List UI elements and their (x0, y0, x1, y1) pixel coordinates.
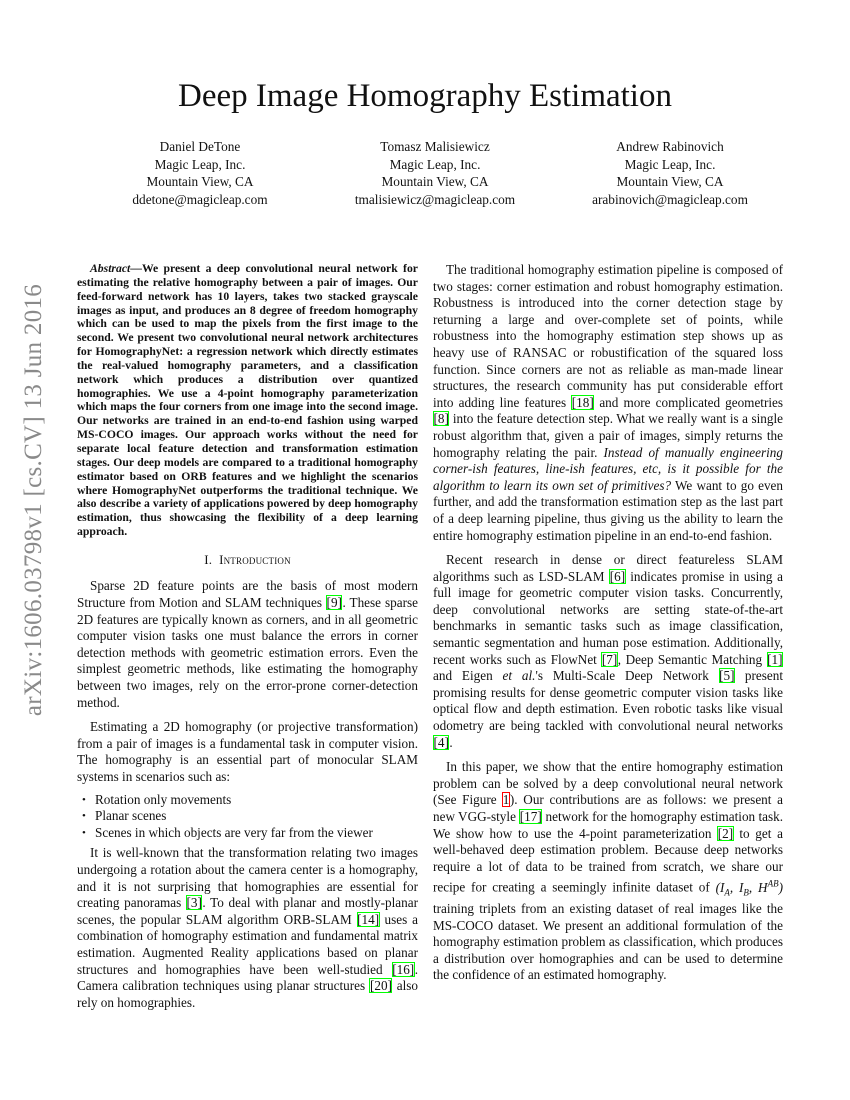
author-block (120, 138, 748, 208)
section-title: Introduction (219, 551, 291, 567)
citation-link[interactable]: [5] (719, 668, 735, 684)
arxiv-stamp (14, 283, 54, 717)
text-run: and more complicated geometries (594, 394, 783, 410)
text-run: . These sparse 2D features are typically known as corners, and in all geometric computer vision tasks one must balance the errors in corner detection methods with geometric estimation errors. Even the simplest geometric methods, like estimating the homography between two images, rely on the error-prone corner-detection method. (77, 595, 418, 710)
math-triplet: ($I_A$, $I_B$, $H^{AB}$) (715, 878, 783, 898)
author-1 (100, 138, 300, 208)
author-email[interactable]: arabinovich@magicleap.com (592, 191, 748, 207)
text-run: 's Multi-Scale Deep Network (535, 668, 719, 684)
citation-link[interactable]: [20] (369, 978, 392, 994)
text-run: ). Our contributions are as follows: we present a new VGG-style (433, 792, 783, 824)
citation-link[interactable]: [6] (609, 568, 626, 584)
text-run: to get a well-behaved deep estimation problem. Because deep networks require a lot of data to be trained from scratch, we share our recipe for creating a seemingly infinite dataset of (433, 825, 783, 895)
text-run: also rely on homographies. (77, 978, 418, 1010)
text-run: . To deal with planar and mostly-planar scenes, the popular SLAM algorithm ORB-SLAM (77, 895, 418, 927)
author-location: Mountain View, CA (616, 174, 724, 189)
text-run: uses a combination of homography estimation and fundamental matrix estimation. Augmented Reality applications based on planar structures and homographies have been well-studied (77, 911, 418, 977)
section-heading-introduction (77, 552, 418, 569)
intro-paragraph-4 (433, 262, 783, 544)
intro-paragraph-2: Estimating a 2D homography (or projective transformation) from a pair of images is a fundamental task in computer vision. The homography is an essential part of monocular SLAM systems in scenarios such as: (77, 719, 418, 784)
list-item: • Scenes in which objects are very far from the viewer (95, 825, 418, 842)
abstract-lead: Abstract (90, 262, 131, 275)
citation-link[interactable]: [8] (433, 411, 449, 427)
arxiv-stamp-text: arXiv:1606.03798v1 [cs.CV] 13 Jun 2016 (20, 283, 47, 717)
list-item: • Rotation only movements (95, 792, 418, 809)
text-run: into the feature detection step. What we really want is a single robust algorithm that, given a pair of images, simply returns the homography relating the pair. (433, 411, 783, 460)
citation-link[interactable]: [4] (433, 734, 449, 750)
text-run: . (449, 734, 453, 750)
section-number: I. (204, 551, 213, 567)
author-name: Tomasz Malisiewicz (380, 139, 490, 154)
author-affiliation: Magic Leap, Inc. (389, 156, 481, 172)
list-item: • Planar scenes (95, 808, 418, 825)
author-email[interactable]: ddetone@magicleap.com (132, 191, 268, 207)
left-column (77, 262, 418, 1011)
citation-link[interactable]: [14] (357, 911, 380, 927)
italic-question: Instead of manually engineering corner-ish features, line-ish features, etc, is it possible for the algorithm to learn its own set of primitives? (433, 444, 783, 493)
citation-link[interactable]: [18] (571, 394, 594, 410)
abstract (77, 262, 418, 539)
citation-link[interactable]: [1] (767, 651, 783, 667)
author-location: Mountain View, CA (381, 174, 489, 189)
abstract-text: —We present a deep convolutional neural network for estimating the relative homography between a pair of images. Our feed-forward network has 10 layers, takes two stacked grayscale images as input, and produces an 8 degree of freedom homography which can be used to map the pixels from the first image to the second. We present two convolutional neural network architectures for HomographyNet: a regression network which directly estimates the real-valued homography parameters, and a classification network which produces a distribution over quantized homographies. We use a 4-point homography parameterization which maps the four corners from one image into the second image. Our networks are trained in an end-to-end fashion using warped MS-COCO images. Our approach works without the need for separate local feature detection and transformation estimation stages. Our deep models are compared to a traditional homography estimator based on ORB features and we highlight the scenarios where HomographyNet outperforms the traditional technique. We also describe a variety of applications powered by deep homography estimation, thus showcasing the flexibility of a deep learning approach. (77, 262, 418, 539)
text-run: . Camera calibration techniques using planar structures (77, 961, 418, 994)
italic-text: et al. (502, 668, 536, 684)
scenario-list (77, 792, 418, 842)
citation-link[interactable]: [2] (717, 825, 734, 841)
citation-link[interactable]: [16] (392, 961, 415, 977)
intro-paragraph-5 (433, 552, 783, 751)
text-run: present promising results for dense geometric computer vision tasks like optical flow and depth estimation. Even robotic tasks like visual odometry are being tackled with convolutional neural networks (433, 668, 783, 734)
text-run: Recent research in dense or direct featureless SLAM algorithms such as LSD-SLAM (433, 552, 783, 584)
paper-title: Deep Image Homography Estimation (178, 78, 672, 114)
text-run: Sparse 2D feature points are the basis of most modern Structure from Motion and SLAM techniques (77, 578, 418, 611)
author-2 (335, 138, 535, 208)
citation-link[interactable]: [3] (186, 895, 202, 911)
text-run: The traditional homography estimation pipeline is composed of two stages: corner estimation and robust homography estimation. Robustness is introduced into the corner detection stage by returning a large and over-complete set of points, while robustness into the homography estimation step shows up as heavy use of RANSAC or robustification of the squared loss function. Since corners are not as reliable as man-made linear structures, the research community has put considerable effort into adding line features (433, 262, 783, 410)
author-3 (570, 138, 770, 208)
intro-paragraph-3 (77, 845, 418, 1011)
author-name: Andrew Rabinovich (616, 139, 724, 154)
intro-paragraph-1 (77, 578, 418, 711)
author-location: Mountain View, CA (146, 174, 254, 189)
author-name: Daniel DeTone (159, 139, 241, 154)
text-run: It is well-known that the transformation relating two images undergoing a rotation about the camera center is a homography, and it is not surprising that homographies are essential for creating panoramas (77, 845, 418, 911)
author-email[interactable]: tmalisiewicz@magicleap.com (354, 191, 516, 207)
text-run: network for the homography estimation task. We show how to use the 4-point parameterization (433, 809, 783, 841)
citation-link[interactable]: [7] (601, 651, 618, 667)
author-affiliation: Magic Leap, Inc. (154, 156, 246, 172)
figure-reference-link[interactable]: 1 (502, 792, 510, 808)
citation-link[interactable]: [9] (326, 595, 342, 611)
right-column (433, 262, 783, 984)
text-run: In this paper, we show that the entire homography estimation problem can be solved by a deep convolutional neural network (See Figure (433, 759, 783, 808)
intro-paragraph-6 (433, 759, 783, 984)
author-affiliation: Magic Leap, Inc. (624, 156, 716, 172)
text-run: , Deep Semantic Matching (617, 651, 767, 667)
text-run: We want to go even further, and add the transformation estimation step as the last part of a deep learning pipeline, thus giving us the ability to learn the entire homography estimation pipeline in an end-to-end fashion. (433, 477, 783, 543)
citation-link[interactable]: [17] (519, 809, 542, 824)
text-run: indicates promise in using a full image for geometric computer vision tasks. Concurrently, deep convolutional networks are setting state-of-the-art benchmarks in semantic tasks such as image classification, semantic segmentation and human pose estimation. Additionally, recent works such as FlowNet (433, 568, 783, 667)
text-run: training triplets from an existing dataset of real images like the MS-COCO dataset. We present an additional formulation of the homography estimation problem as classification, which produces a distribution over homographies and can be used to determine the confidence of an estimated homography. (433, 901, 783, 983)
text-run: and Eigen (433, 668, 503, 684)
